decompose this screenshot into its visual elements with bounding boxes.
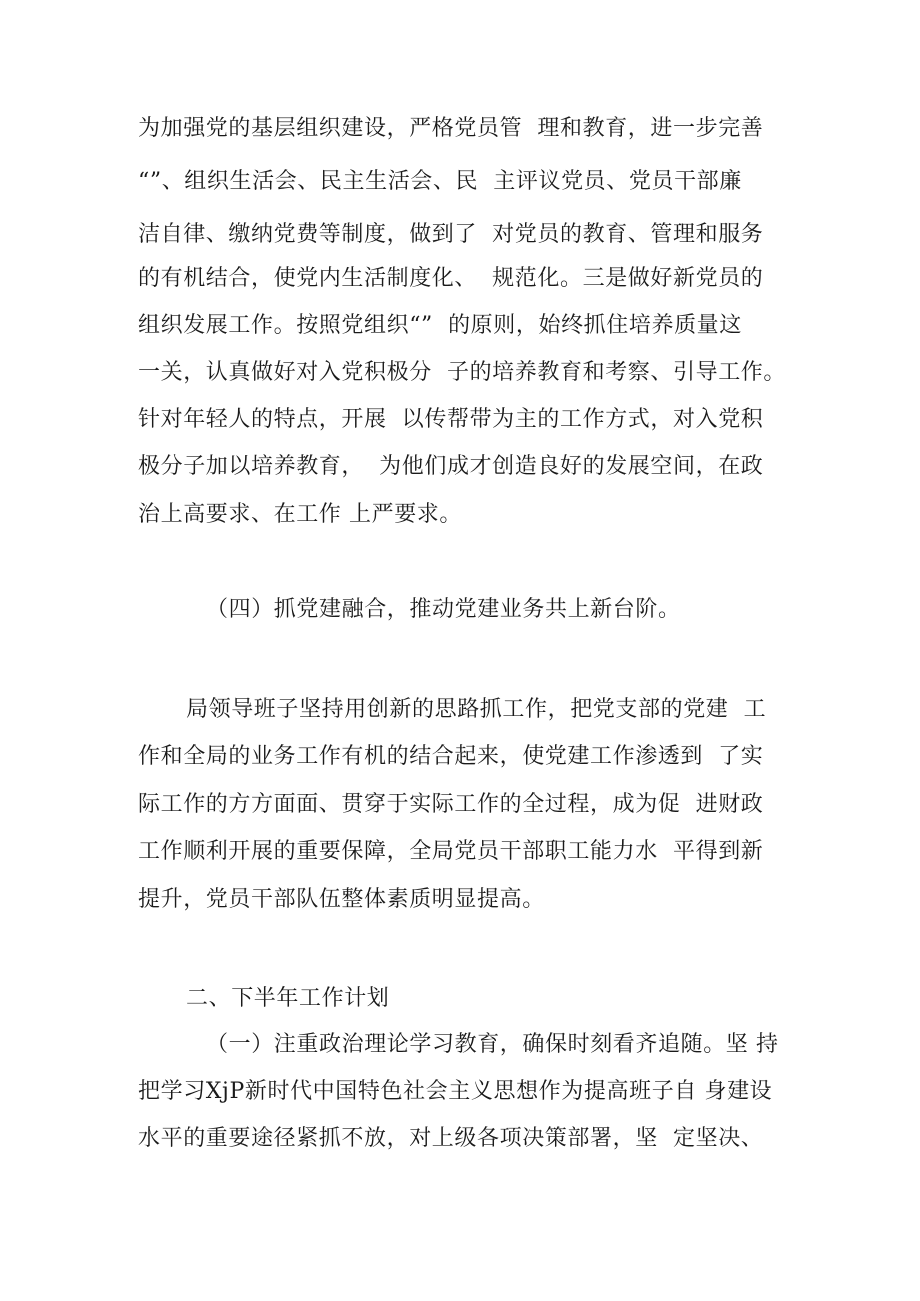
paragraph-line: 为加强党的基层组织建设，严格党员管 理和教育，进一步完善 xyxy=(138,116,764,141)
section-heading: （四）抓党建融合，推动党建业务共上新台阶。 xyxy=(206,597,681,622)
paragraph-line: （一）注重政治理论学习教育，确保时刻看齐追随。坚 持 xyxy=(206,1032,779,1057)
paragraph-line: 一关，认真做好对入党积极分 子的培养教育和考察、引导工作。 xyxy=(138,360,786,385)
paragraph-line: “”、组织生活会、民主生活会、民 主评议党员、党员干部廉 xyxy=(138,169,742,194)
section-title: 二、下半年工作计划 xyxy=(186,986,390,1011)
paragraph-line: 作和全局的业务工作有机的结合起来，使党建工作渗透到 了实 xyxy=(138,744,764,769)
paragraph-line: 组织发展工作。按照党组织“” 的原则，始终抓住培养质量这 xyxy=(138,313,742,338)
paragraph-line: 局领导班子坚持用创新的思路抓工作，把党支部的党建 工 xyxy=(186,697,767,722)
paragraph-line: 极分子加以培养教育， 为他们成才创造良好的发展空间，在政 xyxy=(138,454,764,479)
paragraph-line: 洁自律、缴纳党费等制度，做到了 对党员的教育、管理和服务 xyxy=(138,222,764,247)
paragraph-line: 的有机结合，使党内生活制度化、 规范化。三是做好新党员的 xyxy=(138,266,764,291)
paragraph-line: 际工作的方方面面、贯穿于实际工作的全过程，成为促 进财政 xyxy=(138,792,764,817)
paragraph-line: 提升，党员干部队伍整体素质明显提高。 xyxy=(138,887,545,912)
paragraph-line: 把学习XjP新时代中国特色社会主义思想作为提高班子自 身建设 xyxy=(138,1079,773,1104)
paragraph-line: 工作顺利开展的重要保障，全局党员干部职工能力水 平得到新 xyxy=(138,839,764,864)
paragraph-line: 水平的重要途径紧抓不放，对上级各项决策部署，坚 定坚决、 xyxy=(138,1126,764,1151)
paragraph-line: 针对年轻人的特点，开展 以传帮带为主的工作方式，对入党积 xyxy=(138,407,764,432)
paragraph-line: 治上高要求、在工作 上严要求。 xyxy=(138,502,462,527)
